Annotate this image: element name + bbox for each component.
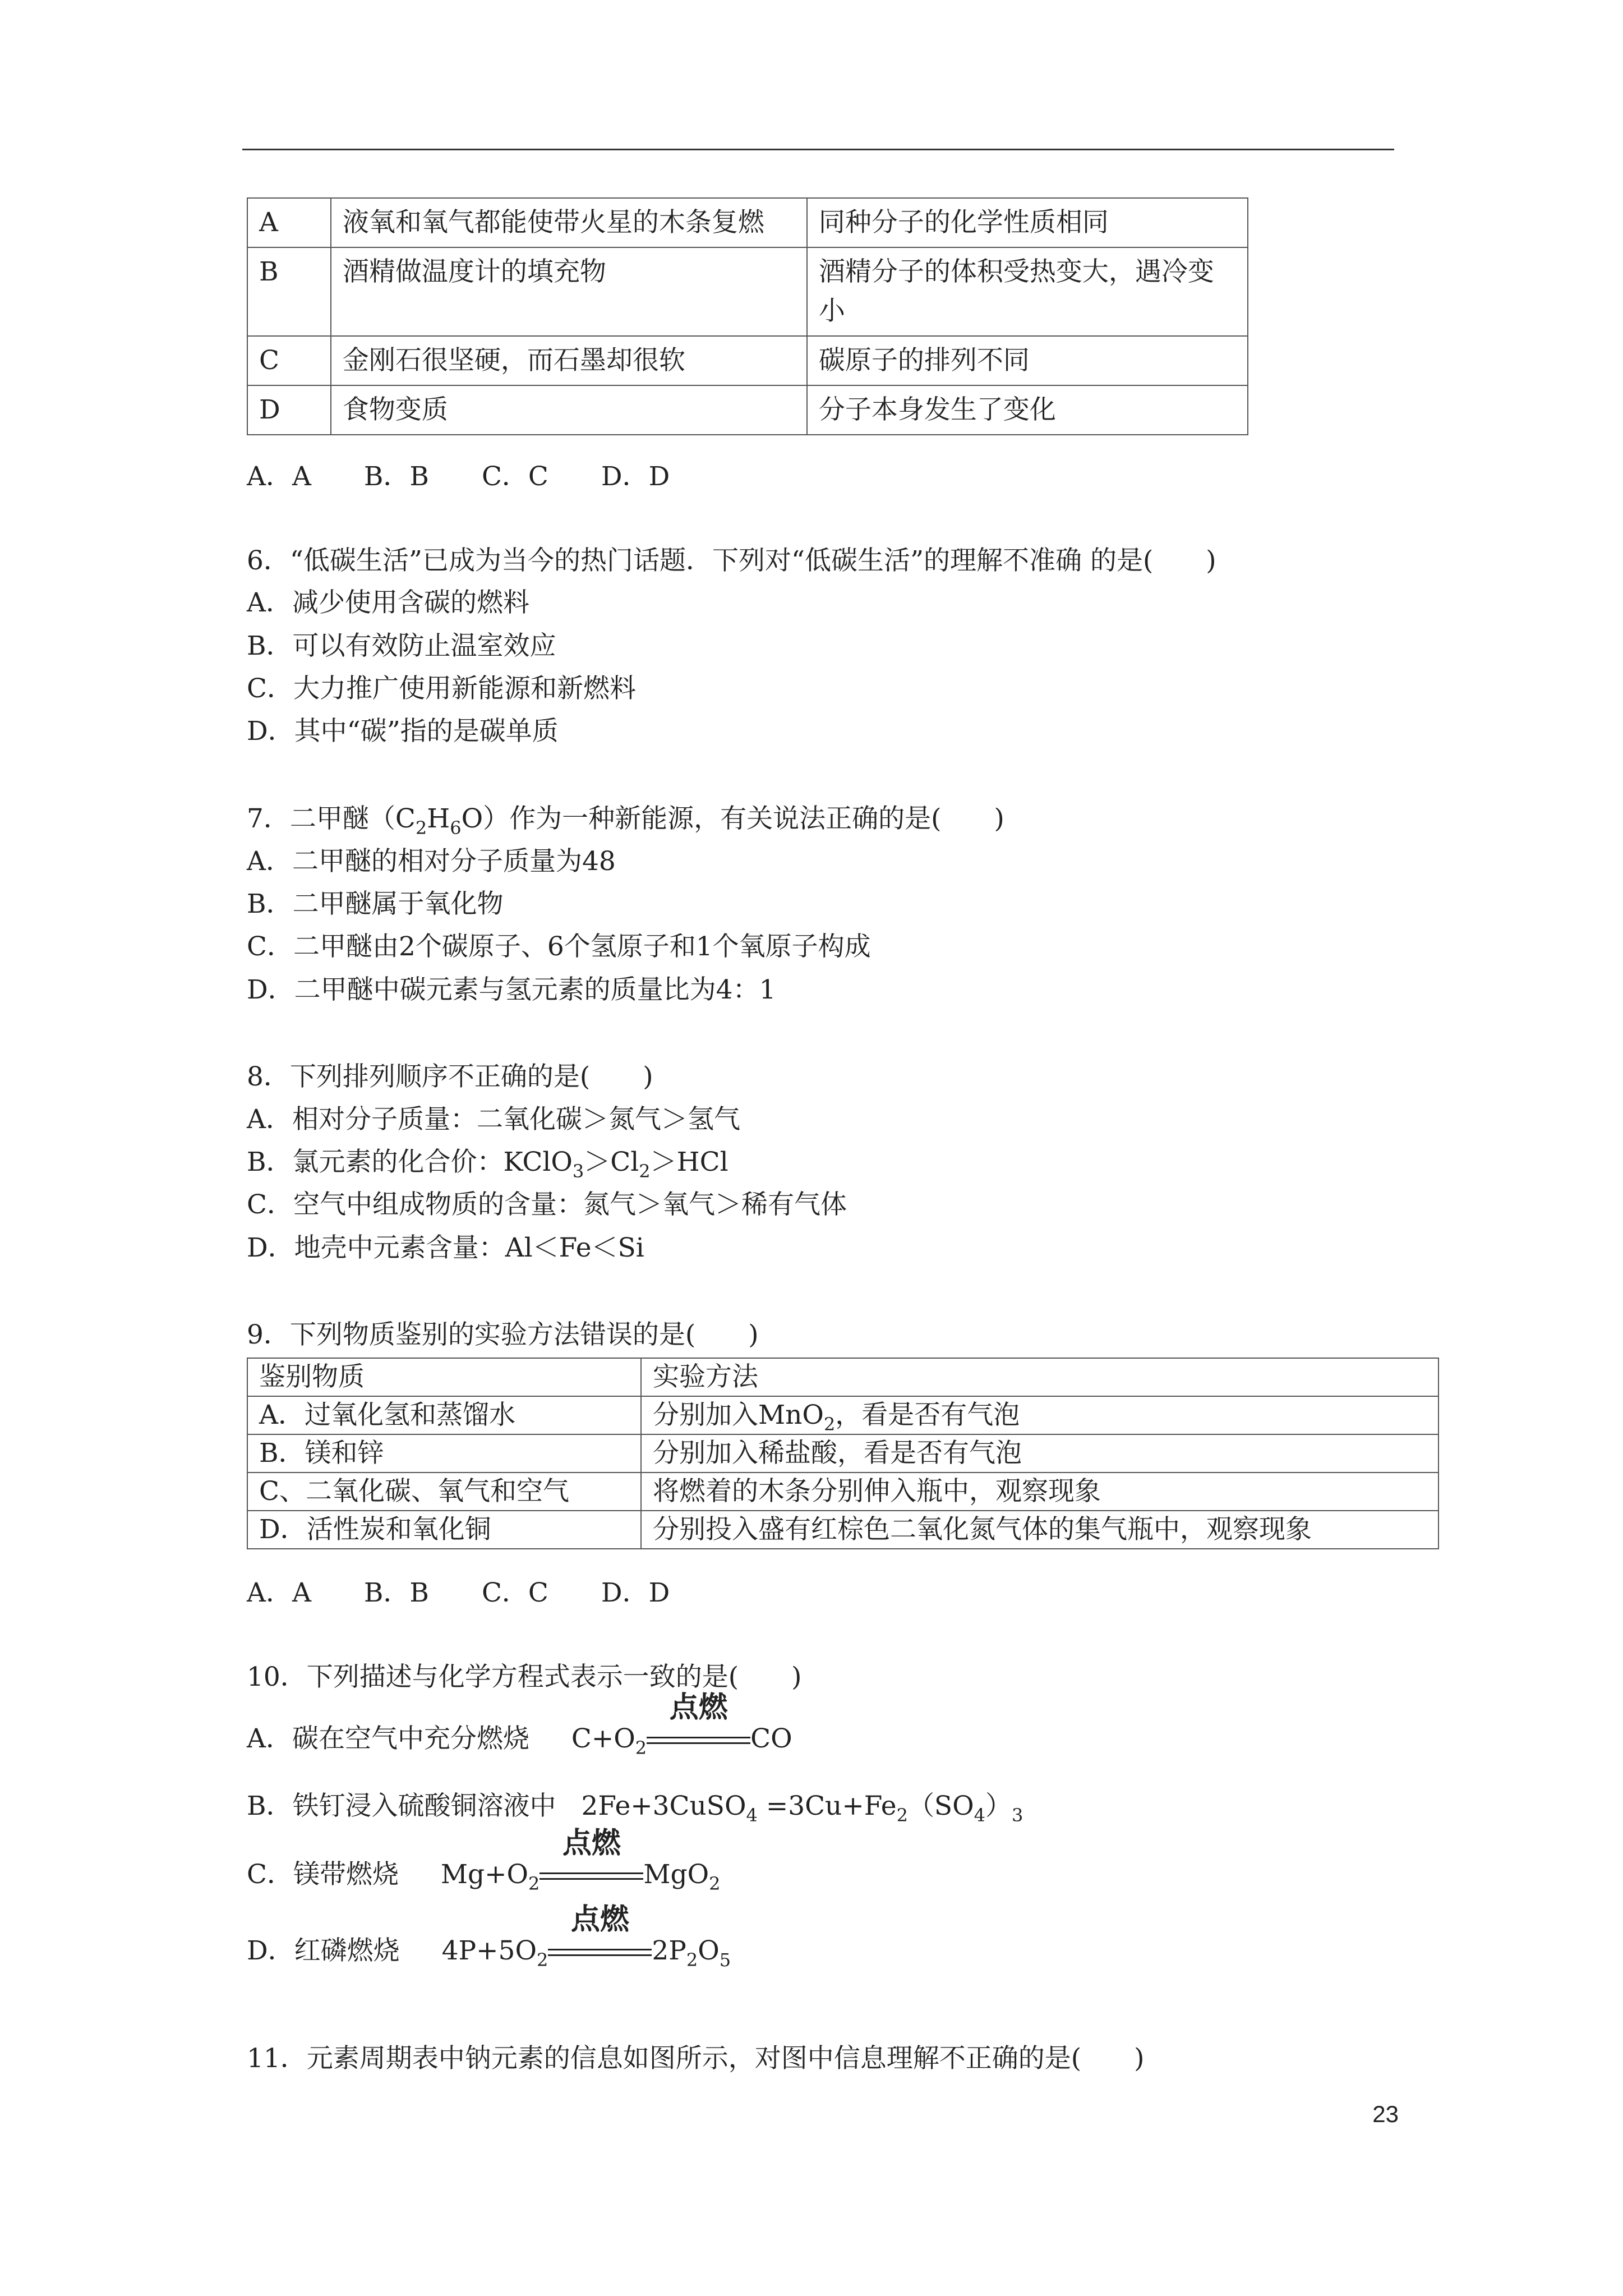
row-label: A [247,198,331,247]
row-fact: 酒精做温度计的填充物 [331,247,807,336]
reaction-arrow: 点燃 [647,1722,750,1756]
q10-option-c: C．镁带燃烧 $Mg+O_2$ 点燃 MgO$_2$ [247,1826,721,1894]
table-row [247,336,1248,385]
equation-c: $Mg+O_2$ 点燃 MgO$_2$ [440,1826,721,1894]
header-cell: 鉴别物质 [247,1358,641,1396]
row-explain: 碳原子的排列不同 [807,336,1248,385]
q6-option-c: C．大力推广使用新能源和新燃料 [247,673,636,704]
row-method: 分别投入盛有红棕色二氧化氮气体的集气瓶中，观察现象 [641,1511,1438,1549]
q10-stem: 10．下列描述与化学方程式表示一致的是( ) [247,1662,802,1692]
q6-option-b: B．可以有效防止温室效应 [247,631,556,661]
row-label: C [247,336,331,385]
row-method: 分别加入MnO$_2$，看是否有气泡 [641,1396,1438,1434]
row-substance: C、二氧化碳、氧气和空气 [247,1473,641,1511]
q9-options: A．A B．B C．C D．D [247,1577,670,1608]
row-fact: 液氧和氧气都能使带火星的木条复燃 [331,198,807,247]
row-substance: B．镁和锌 [247,1434,641,1473]
q8-option-a: A．相对分子质量：二氧化碳＞氮气＞氢气 [247,1104,740,1135]
row-method: 将燃着的木条分别伸入瓶中，观察现象 [641,1473,1438,1511]
equation-a: $C+O_2$ 点燃 CO [571,1691,792,1759]
row-label: D [247,385,331,435]
table-row [247,247,1248,336]
q9-stem: 9．下列物质鉴别的实验方法错误的是( ) [247,1319,759,1350]
q6-option-a: A．减少使用含碳的燃料 [247,587,529,618]
row-substance: A．过氧化氢和蒸馏水 [247,1396,641,1434]
q5-table [247,197,1248,435]
row-substance: D．活性炭和氧化铜 [247,1511,641,1549]
equation-b: 2Fe+3CuSO$_4$ $=3Cu+Fe_2(SO_4)_3$ [581,1791,1023,1826]
row-fact: 食物变质 [331,385,807,435]
q10-option-d: D．红磷燃烧 $4P+5O_2$ 点燃 $2P_2O_5$ [247,1903,731,1971]
q7-option-d: D．二甲醚中碳元素与氢元素的质量比为4：1 [247,974,776,1005]
q8-option-d: D．地壳中元素含量：Al＜Fe＜Si [247,1232,644,1263]
q7-stem: 7．二甲醚$(C_2H_6O)$作为一种新能源，有关说法正确的是( ) [247,803,1004,839]
q7-option-a: A．二甲醚的相对分子质量为48 [247,846,616,877]
table-row [247,1434,1438,1473]
q9-table [247,1358,1439,1549]
reaction-arrow: 点燃 [548,1934,652,1968]
header-cell: 实验方法 [641,1358,1438,1396]
table-row [247,1473,1438,1511]
q6-stem: 6．“低碳生活”已成为当今的热门话题．下列对“低碳生活”的理解不准确 的是( ) [247,545,1216,576]
row-method: 分别加入稀盐酸，看是否有气泡 [641,1434,1438,1473]
row-label: B [247,247,331,336]
q11-stem: 11．元素周期表中钠元素的信息如图所示，对图中信息理解不正确的是( ) [247,2043,1145,2074]
q5-options: A．A B．B C．C D．D [247,461,670,492]
reaction-arrow: 点燃 [540,1858,643,1892]
equation-d: $4P+5O_2$ 点燃 $2P_2O_5$ [441,1903,731,1971]
q6-option-d: D．其中“碳”指的是碳单质 [247,716,559,747]
q7-option-c: C．二甲醚由2个碳原子、6个氢原子和1个氧原子构成 [247,931,871,962]
row-fact: 金刚石很坚硬，而石墨却很软 [331,336,807,385]
q10-option-b: B．铁钉浸入硫酸铜溶液中 2Fe+3CuSO$_4$ $=3Cu+Fe_2(SO_4)_3$ [247,1791,1023,1826]
table-row [247,1511,1438,1549]
q8-stem: 8．下列排列顺序不正确的是( ) [247,1061,653,1092]
q7-option-b: B．二甲醚属于氧化物 [247,889,504,919]
row-explain: 酒精分子的体积受热变大，遇冷变小 [807,247,1248,336]
q8-option-c: C．空气中组成物质的含量：氮气＞氧气＞稀有气体 [247,1189,847,1220]
table-row [247,385,1248,435]
q10-option-a: A．碳在空气中充分燃烧 $C+O_2$ 点燃 CO [247,1691,792,1759]
table-header-row [247,1358,1438,1396]
table-row [247,1396,1438,1434]
table-row [247,198,1248,247]
q8-option-b: B．氯元素的化合价：$KClO_3>Cl_2>HCl$ [247,1147,728,1182]
row-explain: 分子本身发生了变化 [807,385,1248,435]
page-number: 23 [1372,2101,1399,2127]
header-rule [242,149,1394,150]
row-explain: 同种分子的化学性质相同 [807,198,1248,247]
